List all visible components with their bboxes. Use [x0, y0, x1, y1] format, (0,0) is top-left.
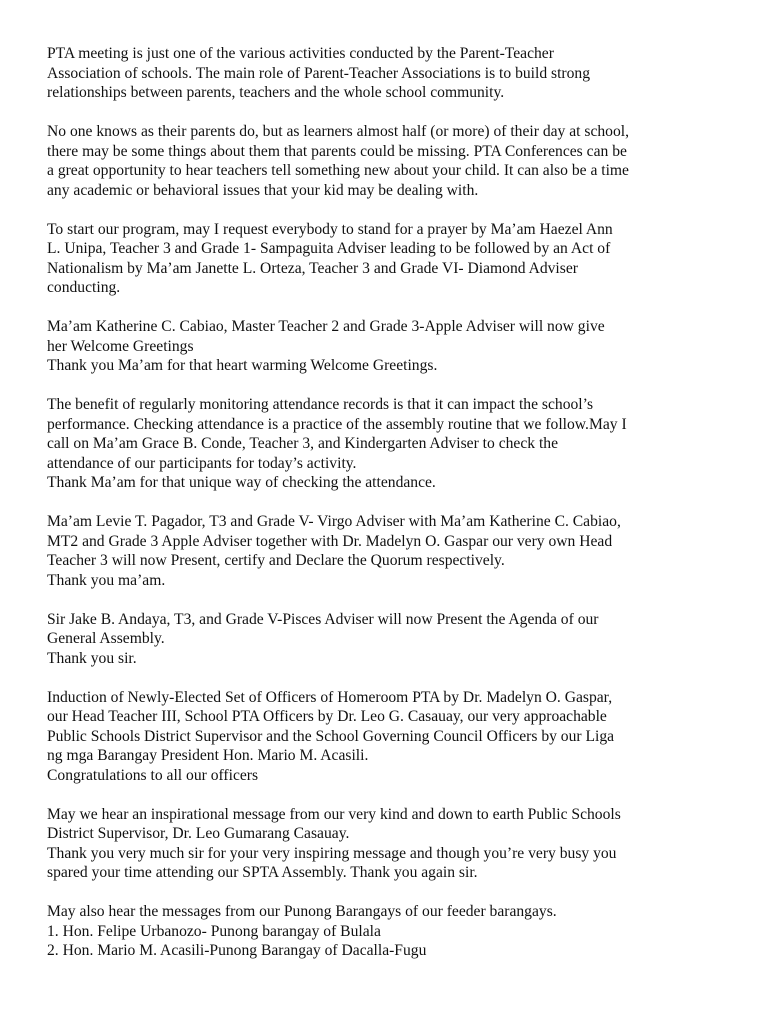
text-line: relationships between parents, teachers and the whole school community.: [47, 84, 505, 101]
text-line: Teacher 3 will now Present, certify and Declare the Quorum respectively.: [47, 552, 505, 569]
text-line: Public Schools District Supervisor and the School Governing Council Officers by our Liga: [47, 727, 615, 745]
text-line: Thank you Ma’am for that heart warming Welcome Greetings.: [47, 357, 438, 374]
text-line: there may be some things about them that parents could be missing. PTA Conferences can be: [47, 142, 627, 160]
text-line: her Welcome Greetings: [47, 337, 194, 355]
list-item: 2. Hon. Mario M. Acasili-Punong Barangay of Dacalla-Fugu: [47, 942, 427, 959]
paragraph-attendance: [47, 395, 759, 493]
text-line: performance. Checking attendance is a practice of the assembly routine that we follow.May I: [47, 415, 627, 433]
text-line: our Head Teacher III, School PTA Officers by Dr. Leo G. Casauay, our very approachable: [47, 708, 607, 725]
text-line: Nationalism by Ma’am Janette L. Orteza, Teacher 3 and Grade VI- Diamond Adviser: [47, 259, 578, 277]
text-line: a great opportunity to hear teachers tell something new about your child. It can also be a time: [47, 162, 629, 179]
text-line: ng mga Barangay President Hon. Mario M. Acasili.: [47, 747, 369, 764]
paragraph-prayer: [47, 220, 759, 298]
text-line: PTA meeting is just one of the various activities conducted by the Parent-Teacher: [47, 45, 554, 62]
paragraph-agenda: [47, 610, 759, 669]
text-line: To start our program, may I request everybody to stand for a prayer by Ma’am Haezel Ann: [47, 220, 613, 238]
text-line: Induction of Newly-Elected Set of Officers of Homeroom PTA by Dr. Madelyn O. Gaspar,: [47, 688, 613, 706]
text-line: Ma’am Katherine C. Cabiao, Master Teacher 2 and Grade 3-Apple Adviser will now give: [47, 318, 605, 335]
paragraph-inspirational-message: [47, 805, 759, 883]
text-line: MT2 and Grade 3 Apple Adviser together with Dr. Madelyn O. Gaspar our very own Head: [47, 532, 613, 550]
text-line: Thank you sir.: [47, 649, 137, 667]
text-line: Thank you very much sir for your very inspiring message and though you’re very busy you: [47, 844, 617, 862]
text-line: May we hear an inspirational message from our very kind and down to earth Public Schools: [47, 805, 621, 823]
text-line: The benefit of regularly monitoring attendance records is that it can impact the school’s: [47, 396, 594, 413]
text-line: Thank Ma’am for that unique way of checking the attendance.: [47, 474, 436, 491]
text-line: spared your time attending our SPTA Assembly. Thank you again sir.: [47, 864, 478, 881]
text-line: District Supervisor, Dr. Leo Gumarang Casauay.: [47, 825, 350, 842]
text-line: Sir Jake B. Andaya, T3, and Grade V-Pisces Adviser will now Present the Agenda of our: [47, 610, 599, 628]
text-line: call on Ma’am Grace B. Conde, Teacher 3, and Kindergarten Adviser to check the: [47, 435, 559, 452]
text-line: any academic or behavioral issues that your kid may be dealing with.: [47, 181, 479, 199]
paragraph-parents: [47, 122, 759, 200]
text-line: L. Unipa, Teacher 3 and Grade 1- Sampaguita Adviser leading to be followed by an Act of: [47, 240, 611, 257]
text-line: attendance of our participants for today’s activity.: [47, 454, 357, 472]
text-line: General Assembly.: [47, 630, 165, 647]
text-line: Ma’am Levie T. Pagador, T3 and Grade V- Virgo Adviser with Ma’am Katherine C. Cabiao,: [47, 513, 621, 530]
text-line: No one knows as their parents do, but as learners almost half (or more) of their day at school,: [47, 123, 630, 140]
text-line: conducting.: [47, 279, 121, 296]
text-line: Thank you ma’am.: [47, 571, 166, 589]
text-line: Association of schools. The main role of Parent-Teacher Associations is to build strong: [47, 64, 591, 82]
list-item: 1. Hon. Felipe Urbanozo- Punong barangay of Bulala: [47, 922, 381, 940]
text-line: May also hear the messages from our Punong Barangays of our feeder barangays.: [47, 903, 557, 920]
paragraph-barangay-messages: [47, 902, 759, 961]
paragraph-welcome: [47, 317, 759, 376]
paragraph-induction: [47, 688, 759, 786]
text-line: Congratulations to all our officers: [47, 766, 259, 784]
paragraph-quorum: [47, 512, 759, 590]
paragraph-pta-intro: [47, 44, 759, 103]
document-page: [47, 44, 759, 980]
